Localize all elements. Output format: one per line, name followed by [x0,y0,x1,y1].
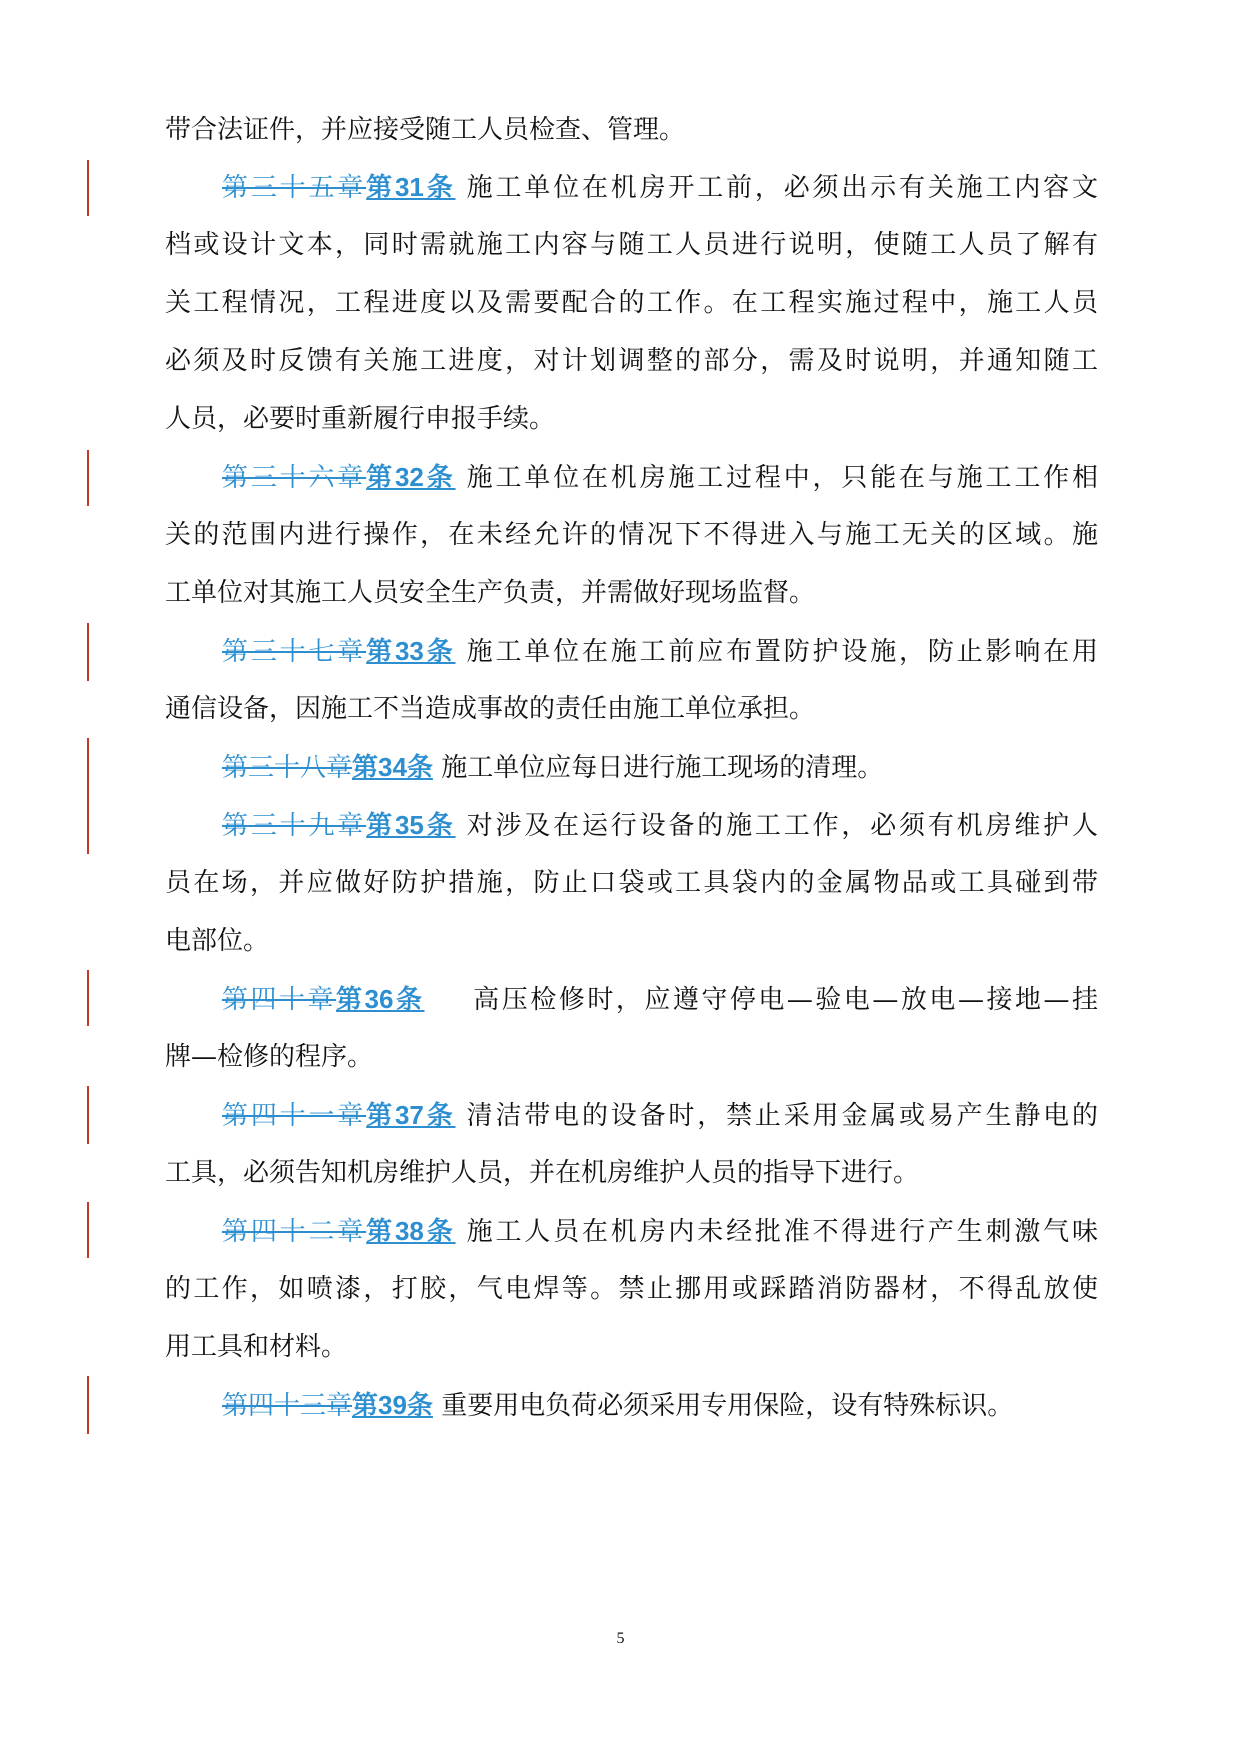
deleted-heading: 第三十六章 [222,463,367,493]
article-text: 施工人员在机房内未经批准不得进行产生刺激气味 [466,1217,1098,1247]
change-bar [87,450,89,506]
article-text: 施工单位在机房开工前，必须出示有关施工内容文 [466,173,1098,203]
paragraph-line: 牌—检修的程序。 [165,1042,374,1072]
article-text: 清洁带电的设备时，禁止采用金属或易产生静电的 [466,1101,1098,1131]
paragraph-line: 的工作，如喷漆，打胶，气电焊等。禁止挪用或踩踏消防器材，不得乱放使 [165,1274,1098,1304]
deleted-heading: 第三十七章 [222,637,367,667]
inserted-heading: 第33条 [366,636,456,666]
article-text: 重要用电负荷必须采用专用保险，设有特殊标识。 [441,1391,1014,1421]
article-first-line [222,633,1098,670]
deleted-heading: 第四十二章 [222,1217,367,1247]
paragraph-line: 工单位对其施工人员安全生产负责，并需做好现场监督。 [165,578,816,608]
paragraph-line: 员在场，并应做好防护措施，防止口袋或工具袋内的金属物品或工具碰到带 [165,868,1098,898]
change-bar [87,970,89,1026]
paragraph-line: 关工程情况，工程进度以及需要配合的工作。在工程实施过程中，施工人员 [165,288,1098,318]
article-text: 施工单位在机房施工过程中，只能在与施工工作相 [466,463,1098,493]
article-text: 施工单位应每日进行施工现场的清理。 [441,753,884,783]
inserted-heading: 第39条 [352,1390,433,1420]
page-number: 5 [616,1630,625,1647]
inserted-heading: 第38条 [366,1216,456,1246]
deleted-heading: 第三十八章 [222,753,353,783]
article-text: 高压检修时，应遵守停电—验电—放电—接地—挂 [473,985,1098,1015]
article-first-line [222,1097,1098,1134]
paragraph-line: 通信设备，因施工不当造成事故的责任由施工单位承担。 [165,694,816,724]
paragraph-line: 用工具和材料。 [165,1332,348,1362]
inserted-heading: 第36条 [336,984,425,1014]
article-first-line [222,1213,1098,1250]
inserted-heading: 第31条 [366,172,456,202]
inserted-heading: 第32条 [366,462,456,492]
article-text: 对涉及在运行设备的施工工作，必须有机房维护人 [466,811,1098,841]
article-first-line [222,981,1098,1018]
article-first-line [222,169,1098,206]
paragraph-line: 带合法证件，并应接受随工人员检查、管理。 [165,115,686,145]
inserted-heading: 第35条 [366,810,456,840]
article-first-line [222,807,1098,844]
article-first-line [222,749,1098,786]
change-bar [87,1376,89,1434]
paragraph-line: 必须及时反馈有关施工进度，对计划调整的部分，需及时说明，并通知随工 [165,346,1098,376]
change-bar [87,160,89,216]
deleted-heading: 第四十三章 [222,1391,353,1421]
paragraph-line: 关的范围内进行操作，在未经允许的情况下不得进入与施工无关的区域。施 [165,520,1098,550]
change-bar [87,1202,89,1258]
change-bar [87,1086,89,1144]
article-first-line [222,459,1098,496]
deleted-heading: 第四十一章 [222,1101,367,1131]
paragraph-line: 电部位。 [165,926,270,956]
paragraph-line: 人员，必要时重新履行申报手续。 [165,404,556,434]
inserted-heading: 第37条 [366,1100,456,1130]
change-bar [87,738,89,854]
paragraph-line: 工具，必须告知机房维护人员，并在机房维护人员的指导下进行。 [165,1158,920,1188]
change-bar [87,623,89,681]
paragraph-line: 档或设计文本，同时需就施工内容与随工人员进行说明，使随工人员了解有 [165,230,1098,260]
article-text: 施工单位在施工前应布置防护设施，防止影响在用 [466,637,1098,667]
deleted-heading: 第四十章 [222,985,337,1015]
deleted-heading: 第三十九章 [222,811,367,841]
article-first-line [222,1387,1098,1424]
inserted-heading: 第34条 [352,752,433,782]
deleted-heading: 第三十五章 [222,173,367,203]
